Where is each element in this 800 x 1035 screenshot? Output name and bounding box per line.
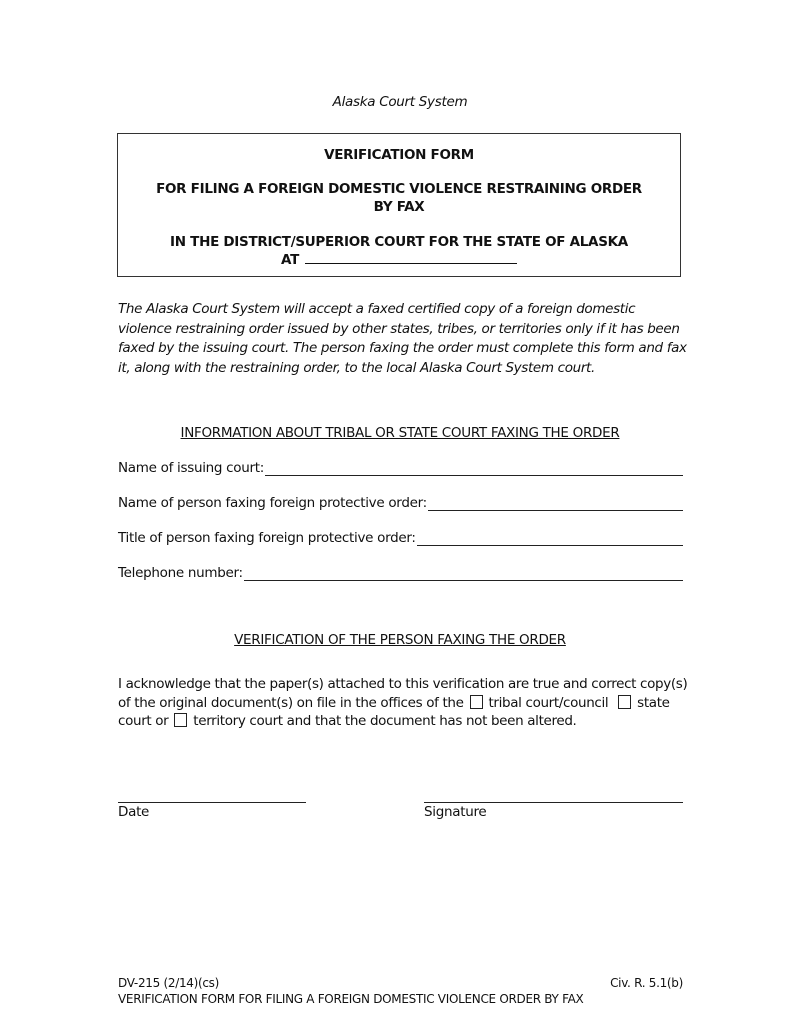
title-box — [117, 133, 681, 277]
court-location-field[interactable] — [305, 251, 517, 264]
signature-field[interactable] — [424, 802, 683, 803]
territory-court-checkbox[interactable] — [174, 713, 187, 727]
court-line: IN THE DISTRICT/SUPERIOR COURT FOR THE STATE OF ALASKA — [170, 234, 628, 250]
form-subtitle-line1: FOR FILING A FOREIGN DOMESTIC VIOLENCE RESTRAINING ORDER — [156, 181, 642, 197]
person-title-field[interactable] — [417, 531, 683, 546]
acknowledgement-paragraph — [118, 675, 688, 731]
ack-line-1: I acknowledge that the paper(s) attached to this verification are true and correct copy(s) — [118, 676, 688, 692]
issuing-court-label: Name of issuing court: — [118, 460, 264, 476]
form-title: VERIFICATION FORM — [324, 147, 474, 163]
person-name-row — [118, 493, 683, 511]
telephone-field[interactable] — [244, 566, 683, 581]
tribal-court-checkbox[interactable] — [470, 695, 483, 709]
at-label: AT — [280, 252, 299, 268]
organization-header: Alaska Court System — [332, 94, 468, 110]
form-number: DV-215 (2/14)(cs) — [118, 976, 220, 990]
signature-label: Signature — [424, 804, 487, 820]
telephone-row — [118, 563, 683, 581]
person-title-label: Title of person faxing foreign protective order: — [118, 530, 416, 546]
ack-line-2: of the original document(s) on file in the offices of the tribal court/council state — [118, 694, 670, 711]
date-field[interactable] — [118, 802, 306, 803]
person-name-field[interactable] — [428, 496, 683, 511]
date-label: Date — [118, 804, 150, 820]
intro-paragraph: The Alaska Court System will accept a faxed certified copy of a foreign domestic violence restraining order issued by other states, tribes, or territories only if it has been faxed by the issuing court. The person faxing the order must complete this form and fax it, along with the restraining order, to the local Alaska Court System court. — [118, 301, 687, 376]
person-name-label: Name of person faxing foreign protective order: — [118, 495, 427, 511]
verification-section-heading: VERIFICATION OF THE PERSON FAXING THE ORDER — [234, 632, 566, 648]
issuing-court-row — [118, 458, 683, 476]
footer-form-title: VERIFICATION FORM FOR FILING A FOREIGN DOMESTIC VIOLENCE ORDER BY FAX — [118, 992, 584, 1006]
issuing-court-field[interactable] — [265, 461, 683, 476]
ack-line-3: court or territory court and that the document has not been altered. — [118, 713, 577, 729]
state-court-checkbox[interactable] — [618, 695, 631, 709]
person-title-row — [118, 528, 683, 546]
at-location-row — [118, 251, 680, 268]
civil-rule: Civ. R. 5.1(b) — [610, 976, 683, 990]
form-subtitle-line2: BY FAX — [373, 199, 425, 215]
telephone-label: Telephone number: — [118, 565, 243, 581]
info-section-heading: INFORMATION ABOUT TRIBAL OR STATE COURT FAXING THE ORDER — [180, 425, 620, 441]
